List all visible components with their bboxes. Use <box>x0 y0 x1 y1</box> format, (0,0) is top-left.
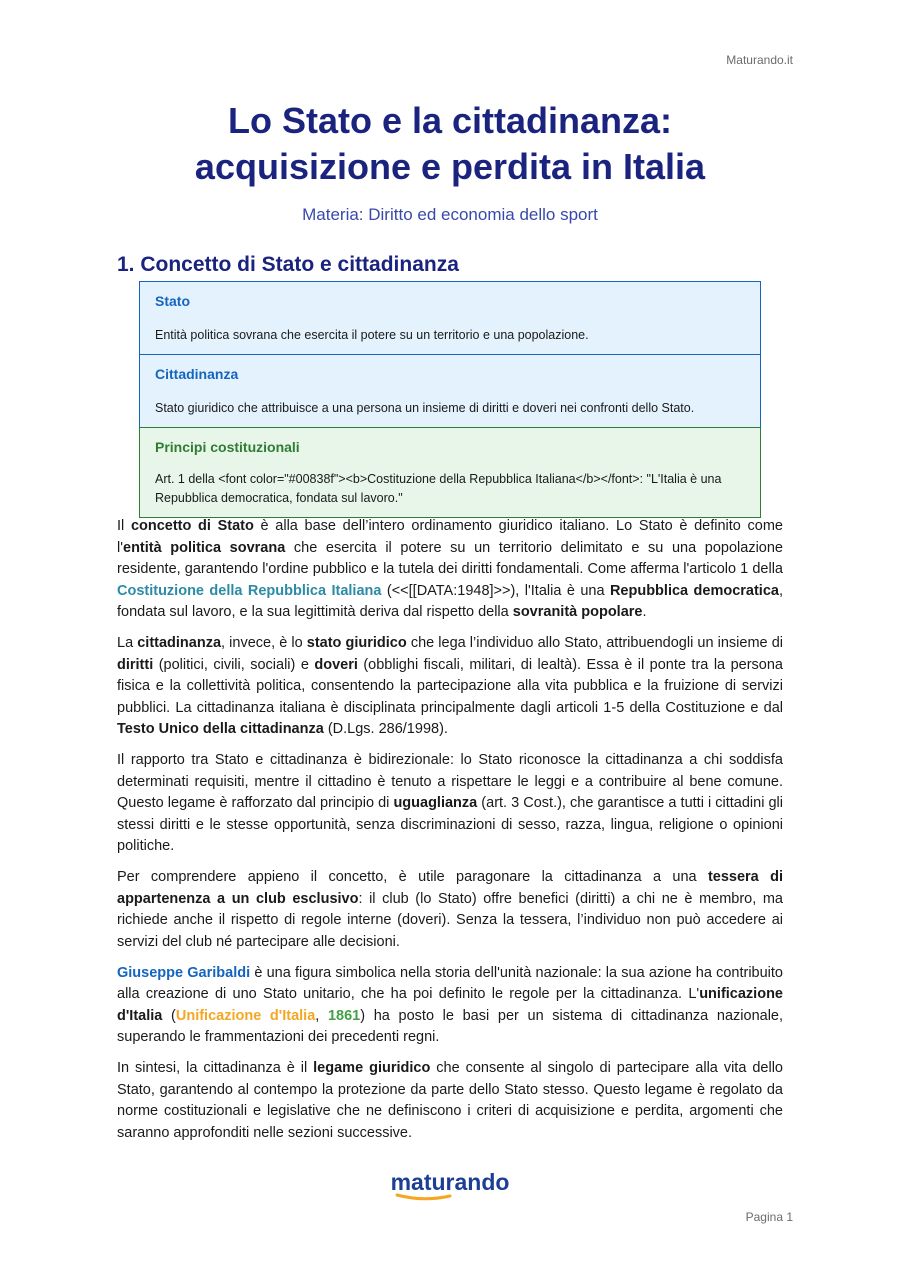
bold-term: diritti <box>117 656 154 673</box>
box-text: Stato giuridico che attribuisce a una persona un insieme di diritti e doveri nei confronti dello Stato. <box>155 401 695 415</box>
text: che lega l’individuo allo Stato, attribuendogli un insieme di <box>406 635 783 651</box>
box-title: Principi costituzionali <box>155 439 300 455</box>
maturando-logo-mark <box>380 1168 520 1204</box>
paragraph-4 <box>117 867 783 953</box>
text: , invece, è lo <box>221 635 307 651</box>
text: che esercita il potere su un territorio delimitato e su una popolazione residente, garantendo l'ordine pubblico e la tutela dei diritti fondamentali. Come afferma l'articolo 1 della <box>117 539 783 577</box>
title-line-1: Lo Stato e la cittadinanza: <box>227 100 673 141</box>
paragraph-5 <box>117 963 783 1049</box>
text: (<<[[DATA:1948]>>), l'Italia è una <box>381 582 610 599</box>
text: In sintesi, la cittadinanza è il <box>117 1060 314 1076</box>
definition-box-cittadinanza <box>139 354 761 428</box>
site-tag: Maturando.it <box>726 53 793 67</box>
logo-wordmark: maturando <box>390 1169 510 1195</box>
text: Il <box>117 518 131 534</box>
text: è alla base dell’intero ordinamento giuridico italiano. Lo Stato è definito come l' <box>117 518 783 556</box>
text: Per comprendere appieno il concetto, è utile paragonare la cittadinanza a una <box>117 869 708 885</box>
paragraph-2 <box>117 633 783 741</box>
box-text: Art. 1 della <font color="#00838f"><b>Costituzione della Repubblica Italiana</b></font>: "L'Italia è una Repubblica democratica, fondata sul lavoro." <box>155 472 722 505</box>
bold-term: tessera di appartenenza a un club esclusivo <box>117 869 783 907</box>
entity-link[interactable]: Costituzione della Repubblica Italiana <box>117 582 382 599</box>
box-title: Cittadinanza <box>155 366 239 382</box>
paragraph-3 <box>117 750 783 858</box>
bold-term: cittadinanza <box>137 635 222 651</box>
definition-box-principi <box>139 427 761 518</box>
bold-term: legame giuridico <box>313 1060 431 1076</box>
title-line-2: acquisizione e perdita in Italia <box>194 146 706 187</box>
text: : il club (lo Stato) offre benefici (diritti) a chi ne è membro, ma richiede anche il rispetto di regole interne (doveri). Senza la tessera, l’individuo non può accedere ai servizi del club né partecipare alle decisioni. <box>117 890 784 950</box>
bold-term: stato giuridico <box>306 635 407 651</box>
bold-term: Repubblica democratica <box>609 582 779 599</box>
bold-term: entità politica sovrana <box>123 539 286 556</box>
text: (obblighi fiscali, militari, di lealtà). Essa è il ponte tra la persona fisica e la collettività politica, consentendo la partecipazione alla vita pubblica e la fruizione di servizi pubblici. La cittadinanza italiana è disciplinata principalmente dagli articoli 1-5 della Costituzione e dal <box>117 656 783 716</box>
section-heading: 1. Concetto di Stato e cittadinanza <box>117 253 459 276</box>
definition-box-stato <box>139 281 761 355</box>
text: , fondata sul lavoro, e la sua legittimità deriva dal rispetto della <box>117 582 783 620</box>
text: è una figura simbolica nella storia dell'unità nazionale: la sua azione ha contribuito alla creazione di uno Stato unitario, che ha poi definito le regole per la cittadinanza. L' <box>117 964 783 1002</box>
text: (art. 3 Cost.), che garantisce a tutti i cittadini gli stessi diritti e le stesse opportunità, senza discriminazioni di sesso, razza, lingua, religione o opinioni politiche. <box>117 795 783 854</box>
paragraph-1 <box>117 516 783 624</box>
text: che consente al singolo di partecipare alla vita dello Stato, garantendo al contempo la protezione da parte dello Stato stesso. Questo legame è regolato da norme costituzionali e legislative che ne definiscono i criteri di acquisizione e perdita, argomenti che saranno approfonditi nelle sezioni successive. <box>117 1060 783 1141</box>
bold-term: sovranità popolare <box>512 604 643 620</box>
text: (D.Lgs. 286/1998). <box>323 721 448 737</box>
text: (politici, civili, sociali) e <box>153 656 315 673</box>
page-title <box>0 98 900 190</box>
text: ) ha posto le basi per un sistema di cittadinanza nazionale, superando le frammentazioni dei precedenti regni. <box>117 1007 784 1045</box>
body-text <box>117 516 783 1154</box>
text: , <box>315 1007 328 1024</box>
logo-swoosh <box>397 1195 450 1199</box>
text: . <box>642 604 647 620</box>
box-text: Entità politica sovrana che esercita il potere su un territorio e una popolazione. <box>155 328 589 342</box>
subtitle: Materia: Diritto ed economia dello sport <box>302 205 598 224</box>
person-link[interactable]: Giuseppe Garibaldi <box>117 964 251 981</box>
text: La <box>117 635 138 651</box>
maturando-logo <box>0 1168 900 1209</box>
paragraph-6 <box>117 1058 783 1144</box>
year-link[interactable]: 1861 <box>327 1007 361 1024</box>
box-title: Stato <box>155 293 190 309</box>
bold-term: Testo Unico della cittadinanza <box>117 721 324 737</box>
event-link[interactable]: Unificazione d'Italia <box>175 1007 316 1024</box>
bold-term: doveri <box>314 656 358 673</box>
bold-term: unificazione d'Italia <box>117 986 783 1024</box>
text: ( <box>162 1007 176 1024</box>
bold-term: concetto di Stato <box>130 518 254 534</box>
page-number: Pagina 1 <box>745 1210 793 1224</box>
bold-term: uguaglianza <box>393 795 478 811</box>
text: Il rapporto tra Stato e cittadinanza è bidirezionale: lo Stato riconosce la cittadinanza a chi soddisfa determinati requisiti, mentre il cittadino è tenuto a rispettare le leggi e a contribuire al bene comune. Questo legame è rafforzato dal principio di <box>117 752 783 811</box>
definition-boxes <box>139 282 761 518</box>
